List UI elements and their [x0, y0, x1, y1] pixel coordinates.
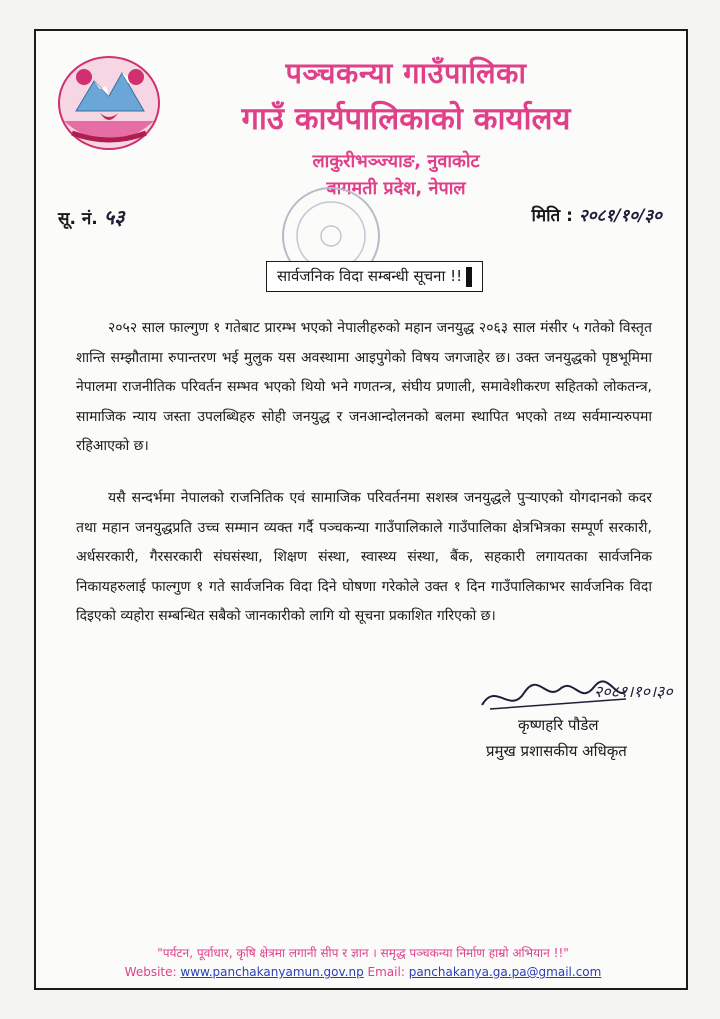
handwritten-signature-icon — [476, 671, 676, 719]
reference-number-label: सू. नं. — [58, 209, 98, 229]
office-province: बागमती प्रदेश, नेपाल — [326, 178, 466, 199]
body-paragraph-2: यसै सन्दर्भमा नेपालको राजनितिक एवं सामाजिक परिवर्तनमा सशस्त्र जनयुद्धले पुऱ्याएको योगदानको कदर तथा महान जनयुद्धप्रति उच्च सम्मान व्यक्त गर्दै पञ्चकन्या गाउँपालिकाले गाउँपालिका क्षेत्रभित्रका सम्पूर्ण सरकारी, अर्धसरकारी, गैरसरकारी संघसंस्था, शिक्षण संस्था, स्वास्थ्य संस्था, बैंक, सहकारी लगायतका सार्वजनिक निकायहरुलाई फाल्गुण १ गते सार्वजनिक विदा दिने घोषणा गरेकोले उक्त १ दिन गाउँपालिकाभर सार्वजनिक विदा दिइएको व्यहोरा सम्बन्धित सबैको जानकारीको लागि यो सूचना प्रकाशित गरिएको छ। — [76, 490, 652, 624]
signatory-title: प्रमुख प्रशासकीय अधिकृत — [486, 742, 627, 760]
footer-contact — [36, 965, 690, 979]
subject-accent-bar — [466, 267, 472, 287]
office-name: गाउँ कार्यपालिकाको कार्यालय — [241, 101, 571, 137]
footer-slogan: "पर्यटन, पूर्वाधार, कृषि क्षेत्रमा लगानी सीप र ज्ञान । समृद्ध पञ्चकन्या निर्माण हाम्रो अभियान !!" — [157, 946, 569, 960]
reference-number — [58, 203, 125, 230]
website-label: Website: — [124, 965, 177, 979]
body-paragraph-1: २०५२ साल फाल्गुण १ गतेबाट प्रारम्भ भएको नेपालीहरुको महान जनयुद्ध २०६३ साल मंसीर ५ गतेको विस्तृत शान्ति सम्झौतामा रुपान्तरण भई मुलुक यस अवस्थामा आइपुगेको विषय जगजाहेर छ। उक्त जनयुद्धको पृष्ठभूमिमा नेपालमा राजनीतिक परिवर्तन सम्भव भएको थियो भने गणतन्त्र, संघीय प्रणाली, समावेशीकरण सहितको लोकतन्त्र, सामाजिक न्याय जस्ता उपलब्धिहरु सोही जनयुद्ध र जनआन्दोलनको बलमा स्थापित भएको तथ्य सर्वमान्यरुपमा रहिआएको छ। — [76, 320, 652, 454]
reference-number-value: ५३ — [103, 205, 125, 229]
website-link[interactable]: www.panchakanyamun.gov.np — [180, 965, 364, 979]
email-label: Email: — [367, 965, 405, 979]
date-value: २०८१/१०/३० — [578, 206, 662, 226]
subject-text: सार्वजनिक विदा सम्बन्धी सूचना !! — [277, 267, 463, 285]
nepal-government-emblem-icon — [54, 51, 164, 155]
signature-handwritten-date: २०८१।१०।३० — [594, 682, 673, 701]
letter-date — [532, 203, 662, 226]
date-label: मिति : — [531, 206, 573, 226]
municipality-name: पञ्चकन्या गाउँपालिका — [285, 56, 527, 90]
letter-frame — [34, 29, 688, 990]
office-address: लाकुरीभञ्ज्याङ, नुवाकोट — [312, 151, 480, 172]
signatory-name: कृष्णहरि पौडेल — [518, 716, 599, 734]
signature-block — [476, 671, 676, 801]
email-link[interactable]: panchakanya.ga.pa@gmail.com — [408, 965, 602, 979]
subject-heading — [266, 261, 483, 292]
